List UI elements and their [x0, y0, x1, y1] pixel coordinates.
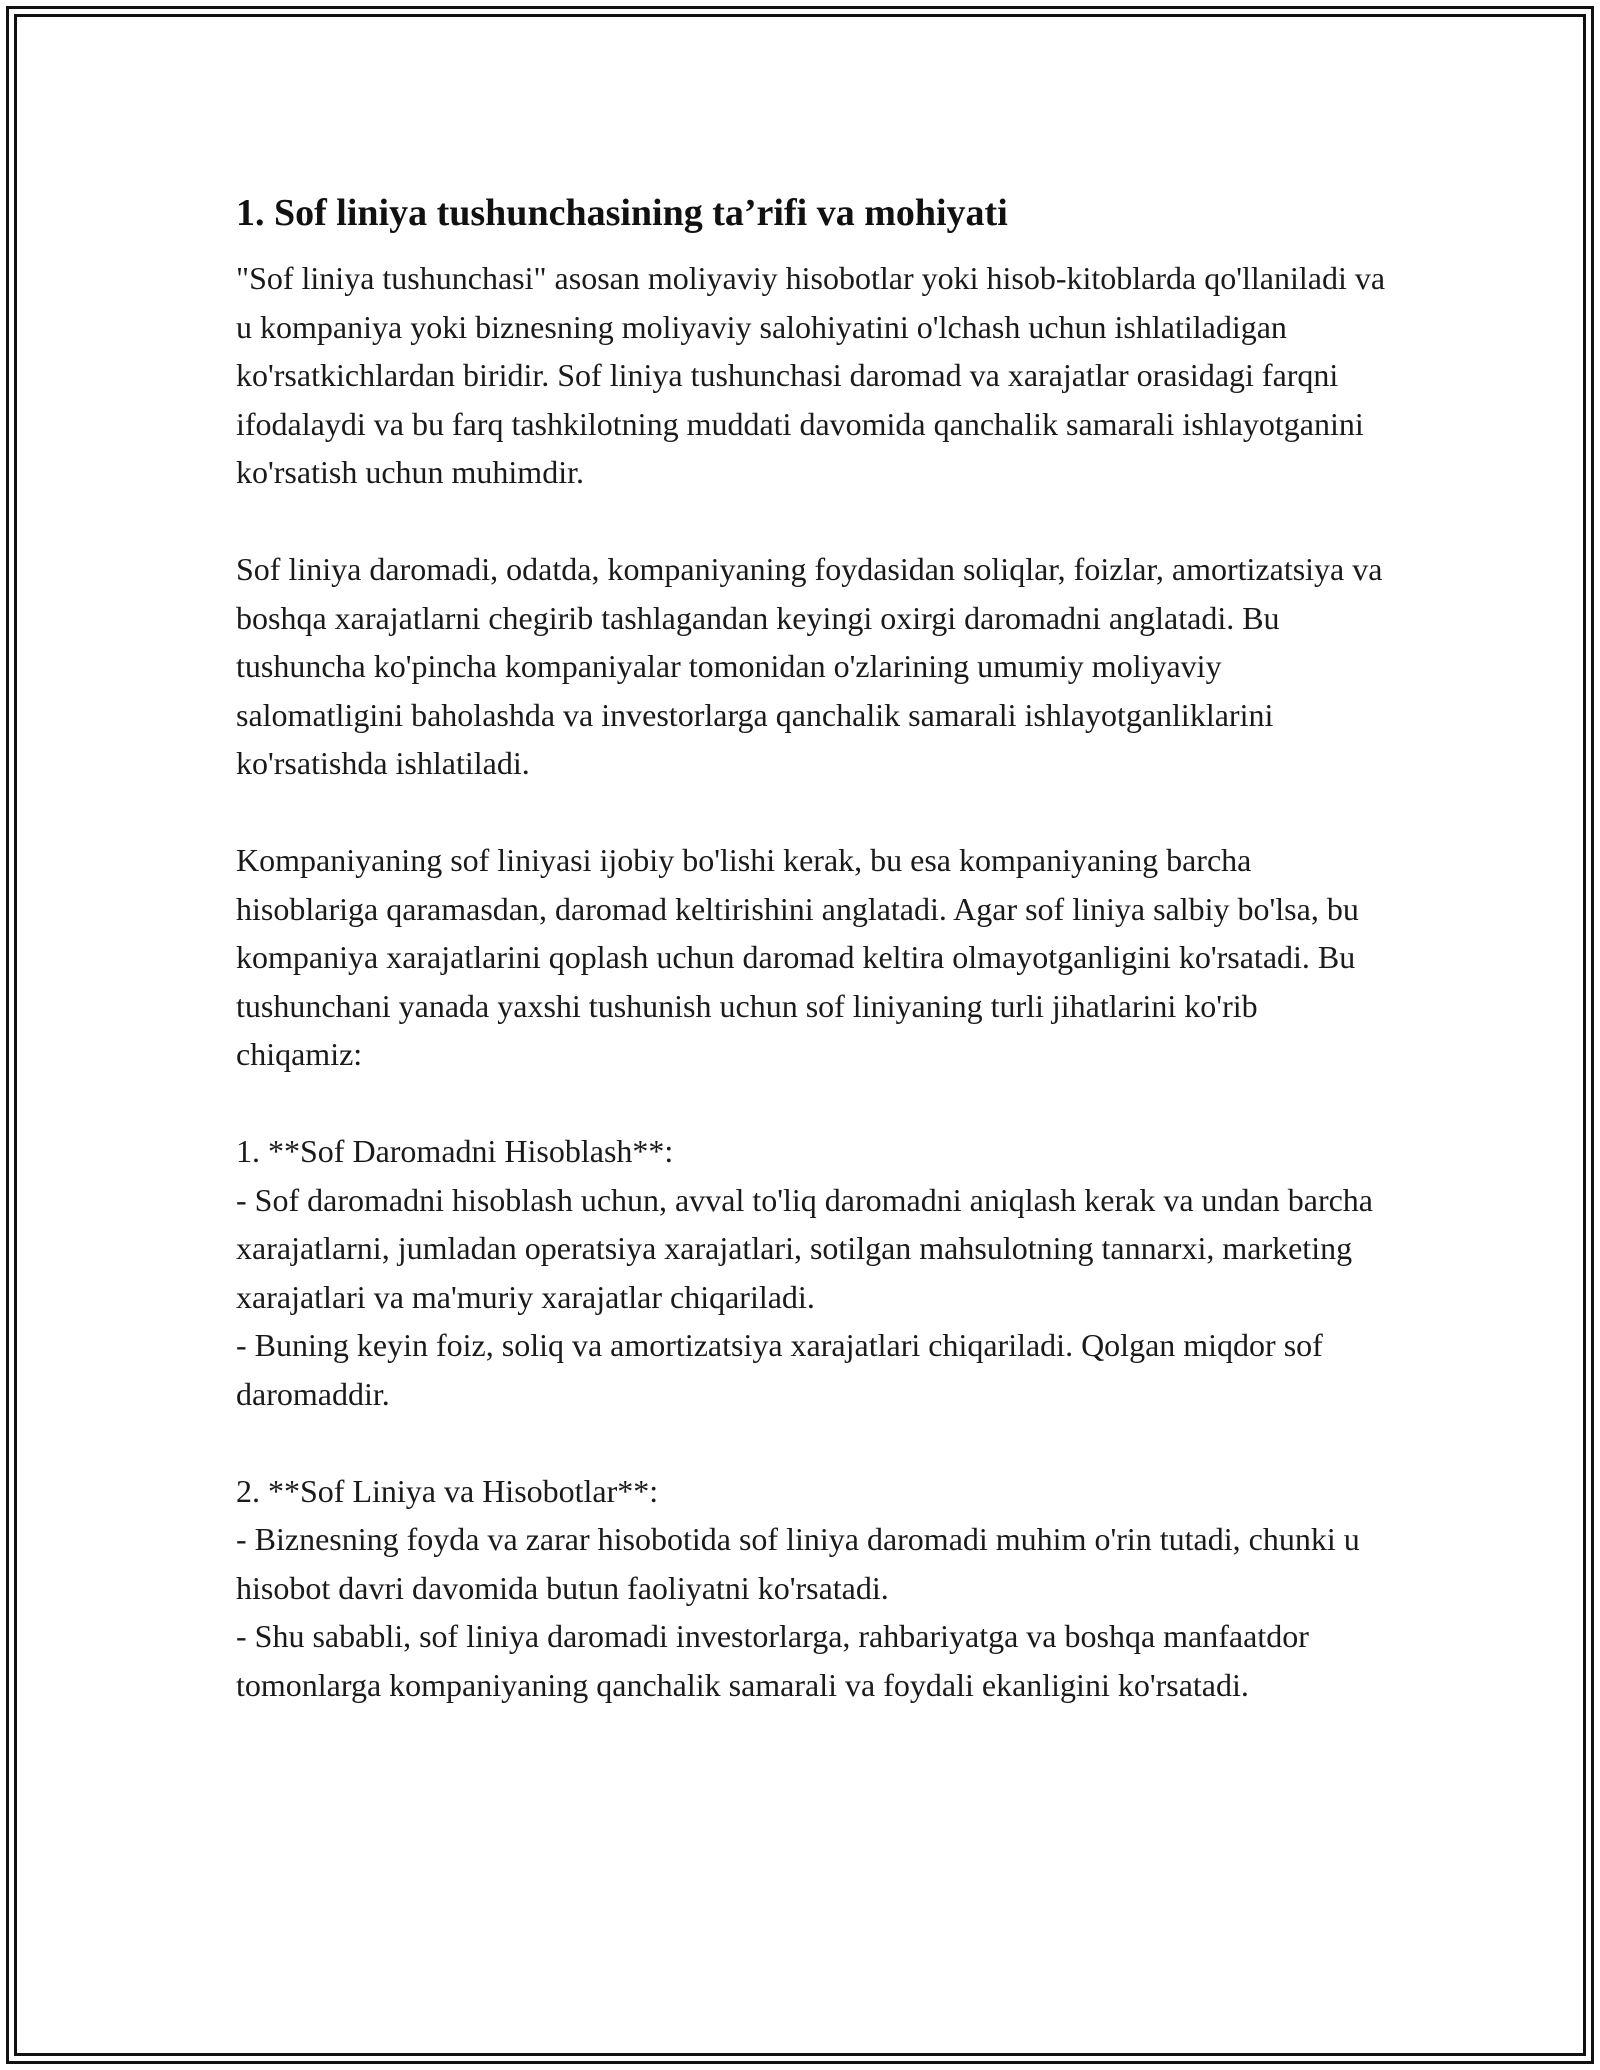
paragraph-net-income: Sof liniya daromadi, odatda, kompaniyaning foydasidan soliqlar, foizlar, amortizatsiya va boshqa xarajatlarni chegirib tashlagandan keyingi oxirgi daromadni anglatadi. Bu tushuncha ko'pincha kompaniyalar tomonidan o'zlarining umumiy moliyaviy salomatligini baholashda va investorlarga qanchalik samarali ishlayotganliklarini ko'rsatishda ishlatiladi.: [236, 551, 1383, 781]
document-body: [236, 186, 1386, 1709]
list-item-reports: 2. **Sof Liniya va Hisobotlar**: - Biznesning foyda va zarar hisobotida sof liniya daromadi muhim o'rin tutadi, chunki u hisobot davri davomida butun faoliyatni ko'rsatadi. - Shu sababli, sof liniya daromadi investorlarga, rahbariyatga va boshqa manfaatdor tomonlarga kompaniyaning qanchalik samarali va foydali ekanligini ko'rsatadi.: [236, 1472, 1360, 1703]
list-item-calculation: 1. **Sof Daromadni Hisoblash**: - Sof daromadni hisoblash uchun, avval to'liq daromadni aniqlash kerak va undan barcha xarajatlarni, jumladan operatsiya xarajatlari, sotilgan mahsulotning tannarxi, marketing xarajatlari va ma'muriy xarajatlar chiqariladi. - Buning keyin foiz, soliq va amortizatsiya xarajatlari chiqariladi. Qolgan miqdor sof daromaddir.: [236, 1133, 1373, 1412]
paragraph-definition: "Sof liniya tushunchasi" asosan moliyaviy hisobotlar yoki hisob-kitoblarda qo'llaniladi va u kompaniya yoki biznesning moliyaviy salohiyatini o'lchash uchun ishlatiladigan ko'rsatkichlardan biridir. Sof liniya tushunchasi daromad va xarajatlar orasidagi farqni ifodalaydi va bu farq tashkilotning muddati davomida qanchalik samarali ishlayotganini ko'rsatish uchun muhimdir.: [236, 260, 1386, 490]
section-heading: 1. Sof liniya tushunchasining ta’rifi va mohiyati: [236, 192, 1008, 234]
paragraph-positive-negative: Kompaniyaning sof liniyasi ijobiy bo'lishi kerak, bu esa kompaniyaning barcha hisoblariga qaramasdan, daromad keltirishini anglatadi. Agar sof liniya salbiy bo'lsa, bu kompaniya xarajatlarini qoplash uchun daromad keltira olmayotganligini ko'rsatadi. Bu tushunchani yanada yaxshi tushunish uchun sof liniyaning turli jihatlarini ko'rib chiqamiz:: [236, 842, 1359, 1072]
